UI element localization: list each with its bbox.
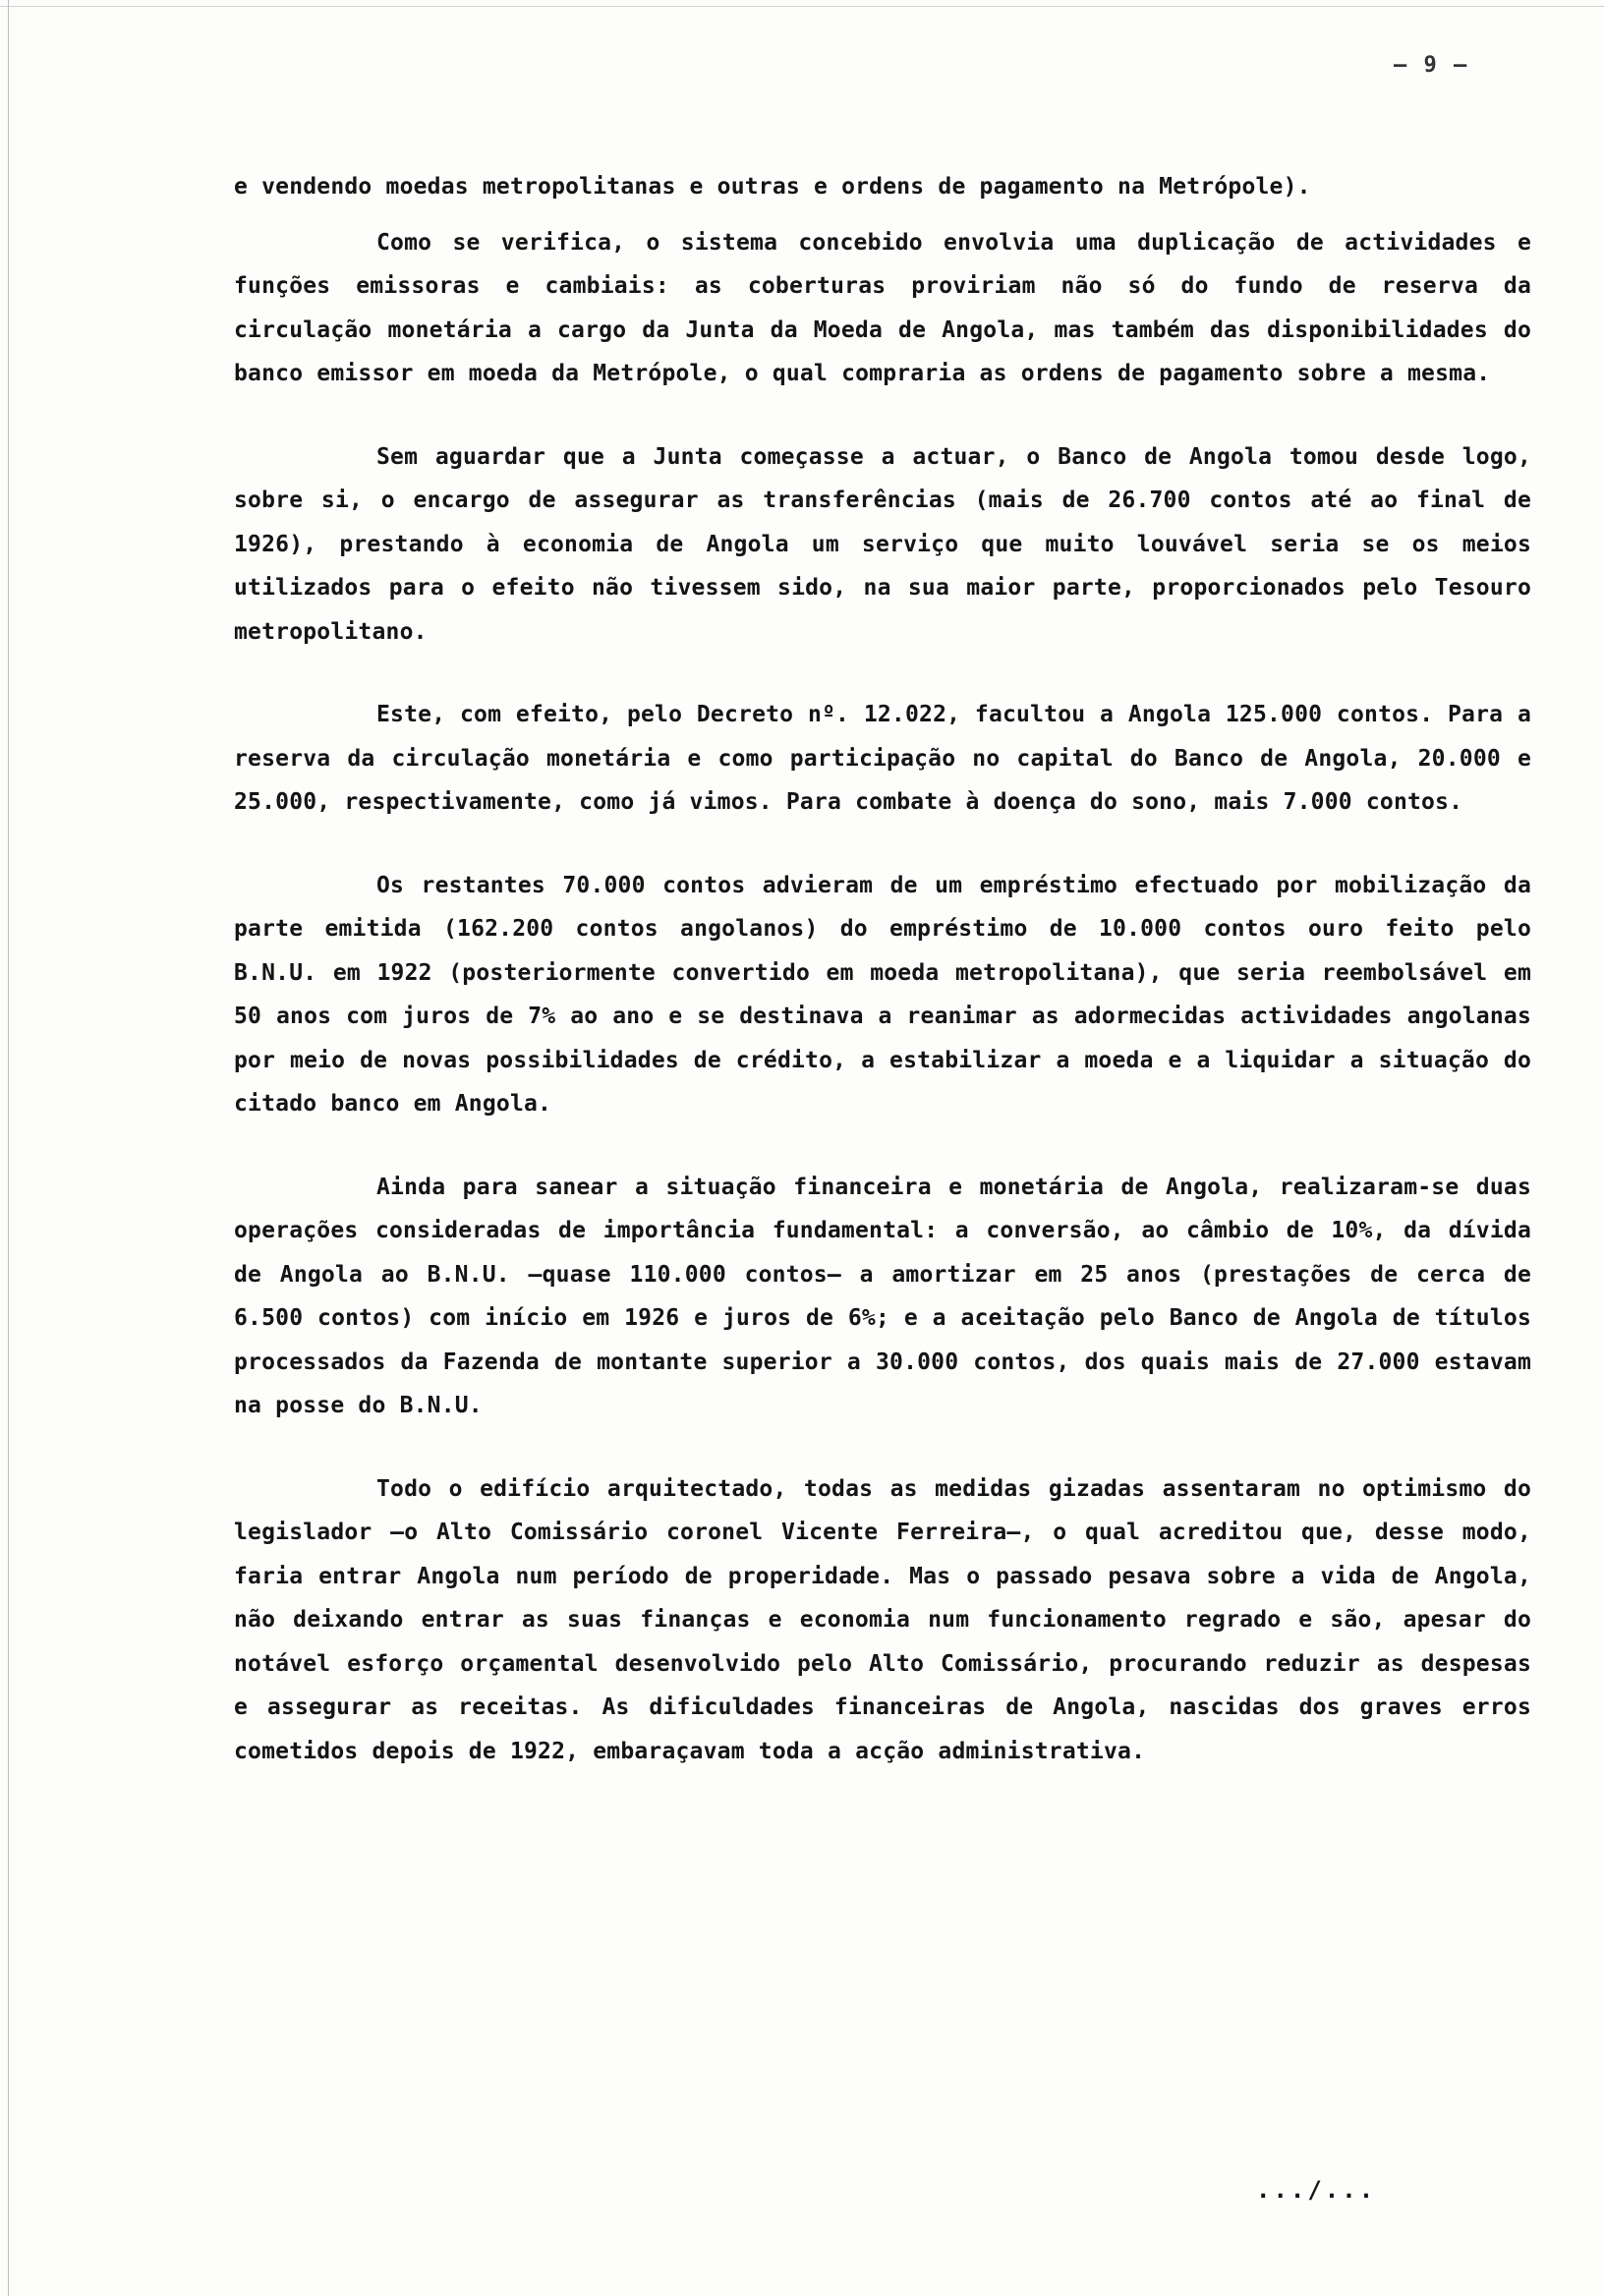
page-left-edge [8,0,9,2296]
page-top-edge [0,6,1604,7]
paragraph-7: Todo o edifício arquitectado, todas as medidas gizadas assentaram no optimismo do legislador –o Alto Comissário coronel Vicente Ferreira–, o qual acreditou que, desse modo, faria entrar Angola num período de properidade. Mas o passado pesava sobre a vida de Angola, não deixando entrar as suas finanças e economia num funcionamento regrado e são, apesar do notável esforço orçamental desenvolvido pelo Alto Comissário, procurando reduzir as despesas e assegurar as receitas. As dificuldades financeiras de Angola, nascidas dos graves erros cometidos depois de 1922, embaraçavam toda a acção administrativa. [234,1475,1531,1764]
continuation-mark: .../... [1256,2176,1377,2204]
document-body [234,165,1531,1773]
page-number: – 9 – [1394,53,1469,78]
paragraph-1: e vendendo moedas metropolitanas e outras e ordens de pagamento na Metrópole). [234,174,1311,200]
paragraph-2: Como se verifica, o sistema concebido envolvia uma duplicação de actividades e funções emissoras e cambiais: as coberturas proviriam não só do fundo de reserva da circulação monetária a cargo da Junta da Moeda de Angola, mas também das disponibilidades do banco emissor em moeda da Metrópole, o qual compraria as ordens de pagamento sobre a mesma. [234,229,1531,386]
paragraph-6: Ainda para sanear a situação financeira e monetária de Angola, realizaram-se duas operações consideradas de importância fundamental: a conversão, ao câmbio de 10%, da dívida de Angola ao B.N.U. –quase 110.000 contos– a amortizar em 25 anos (prestações de cerca de 6.500 contos) com início em 1926 e juros de 6%; e a aceitação pelo Banco de Angola de títulos processados da Fazenda de montante superior a 30.000 contos, dos quais mais de 27.000 estavam na posse do B.N.U. [234,1174,1531,1418]
paragraph-4: Este, com efeito, pelo Decreto nº. 12.022, facultou a Angola 125.000 contos. Para a reserva da circulação monetária e como participação no capital do Banco de Angola, 20.000 e 25.000, respectivamente, como já vimos. Para combate à doença do sono, mais 7.000 contos. [234,702,1531,815]
paragraph-3: Sem aguardar que a Junta começasse a actuar, o Banco de Angola tomou desde logo, sobre si, o encargo de assegurar as transferências (mais de 26.700 contos até ao final de 1926), prestando à economia de Angola um serviço que muito louvável seria se os meios utilizados para o efeito não tivessem sido, na sua maior parte, proporcionados pelo Tesouro metropolitano. [234,443,1531,645]
paragraph-5: Os restantes 70.000 contos advieram de um empréstimo efectuado por mobilização da parte emitida (162.200 contos angolanos) do empréstimo de 10.000 contos ouro feito pelo B.N.U. em 1922 (posteriormente convertido em moeda metropolitana), que seria reembolsável em 50 anos com juros de 7% ao ano e se destinava a reanimar as adormecidas actividades angolanas por meio de novas possibilidades de crédito, a estabilizar a moeda e a liquidar a situação do citado banco em Angola. [234,872,1531,1117]
